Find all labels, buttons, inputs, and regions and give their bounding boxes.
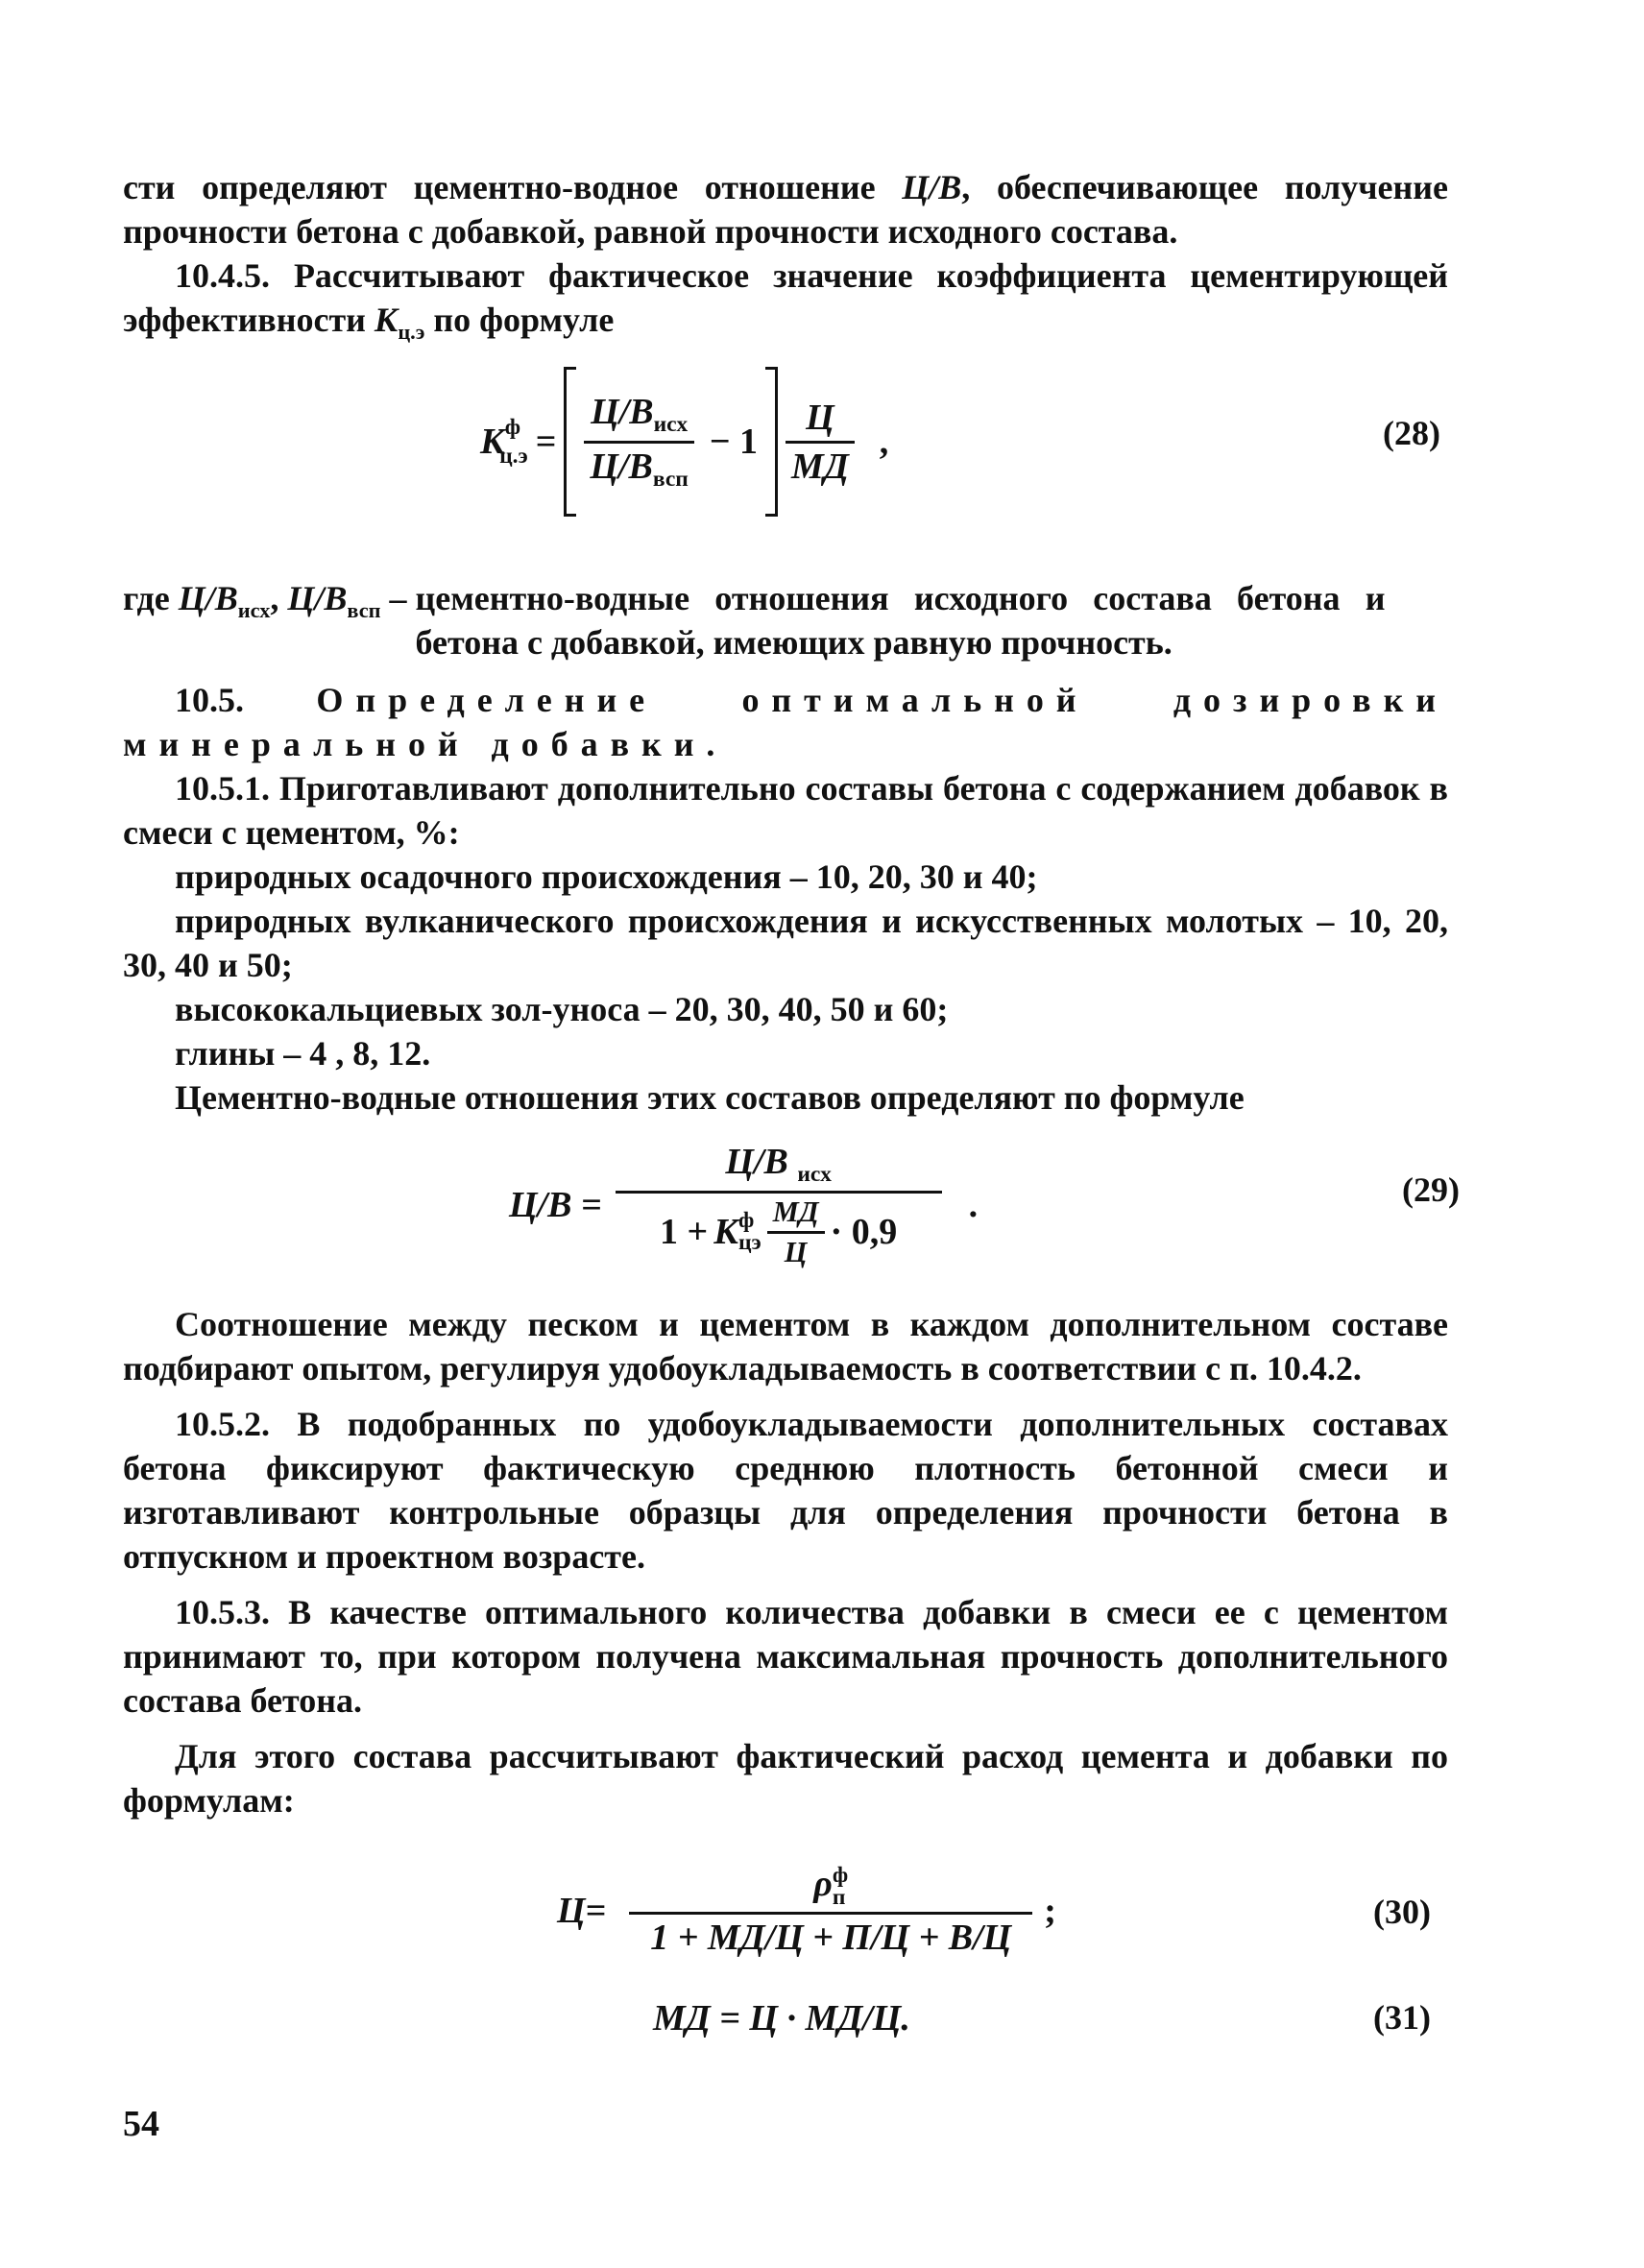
f28-inner-num-sub: исх	[653, 412, 689, 438]
f29-inner-den: Ц	[784, 1235, 808, 1268]
paragraph-calc-intro: Для этого состава рассчитывают фактический расход цемента и добавки по формулам:	[123, 1737, 1448, 1820]
paragraph-10-4-5	[123, 253, 1448, 354]
f30-sub: п	[832, 1885, 846, 1911]
f29-period: .	[968, 1185, 979, 1225]
f28-inner-den: Ц/В	[590, 446, 653, 487]
text-run: сти определяют цементно-водное отношение	[123, 168, 903, 206]
paragraph-10-5-1: 10.5.1. Приготавливают дополнительно составы бетона с содержанием добавок в смеси с цементом, %:	[123, 769, 1448, 852]
f28-outer-fraction	[786, 397, 855, 488]
f30-rho: ρ	[813, 1864, 833, 1905]
text-run: по формуле	[424, 301, 615, 339]
f28-equals: =	[535, 422, 557, 462]
f30-lhs: Ц=	[557, 1891, 607, 1931]
text-block-10-5	[123, 678, 1448, 1120]
f29-lhs: Ц/В =	[509, 1185, 602, 1225]
f29-den-tail: · 0,9	[830, 1212, 898, 1253]
f28-inner-num: Ц/В	[591, 392, 654, 433]
paragraph-sand-cement-ratio: Соотношение между песком и цементом в каждом дополнительном составе подбирают опытом, регулируя удобоукладываемость в соответствии с п. 10.4.2.	[123, 1305, 1448, 1387]
f29-inner-fraction	[767, 1195, 825, 1269]
page-number: 54	[123, 2104, 159, 2144]
k-symbol: К	[374, 301, 399, 339]
paragraph-top	[123, 165, 1448, 253]
section-title: Определение оптимальной дозировки минеральной добавки.	[123, 681, 1448, 763]
formula-28-number: (28)	[1383, 414, 1440, 452]
f30-semicolon: ;	[1044, 1891, 1056, 1931]
where-definition: цементно-водные отношения исходного состава бетона и бетона с добавкой, имеющих равную прочность.	[415, 579, 1386, 662]
where-lead: где	[123, 579, 179, 617]
f28-left-bracket	[564, 367, 576, 517]
f28-k: К	[480, 422, 505, 462]
f30-fraction	[629, 1863, 1032, 1959]
text-block-10-5-2	[123, 1302, 1448, 1822]
where-comma: ,	[270, 579, 288, 617]
f28-sup: ф	[504, 414, 521, 440]
where-cv-original: Ц/В	[178, 579, 238, 617]
list-item-volcanic: природных вулканического происхождения и искусственных молотых – 10, 20, 30, 40 и 50;	[123, 902, 1448, 984]
paragraph-10-5-2: 10.5.2. В подобранных по удобоукладываемости дополнительных составах бетона фиксируют фактическую среднюю плотность бетонной смеси и изготавливают контрольные образцы для определения прочности бетона в отпускном и проектном возрасте.	[123, 1405, 1448, 1576]
formula-28	[480, 365, 888, 519]
f29-den-sub: цэ	[737, 1230, 762, 1256]
f28-comma: ,	[879, 422, 889, 462]
f28-inner-den-sub: всп	[652, 466, 689, 492]
f31-expression: МД = Ц · МД/Ц.	[653, 1998, 910, 2039]
formula-30-number: (30)	[1373, 1893, 1431, 1931]
f28-inner-fraction	[584, 391, 694, 492]
where-dash: –	[380, 579, 407, 617]
f29-inner-num: МД	[772, 1194, 819, 1228]
f28-sub: ц.э	[499, 443, 528, 469]
f29-num-sub: исх	[797, 1162, 832, 1188]
where-sub-original: исх	[237, 597, 271, 622]
f28-outer-num: Ц	[806, 397, 834, 438]
f28-right-bracket	[765, 367, 778, 517]
formula-29-number: (29)	[1402, 1170, 1460, 1209]
formula-31	[653, 1997, 910, 2039]
list-item-clay: глины – 4 , 8, 12.	[175, 1034, 431, 1073]
k-subscript: ц.э	[398, 319, 425, 344]
text-run: 10.4.5. Рассчитывают фактическое значение коэффициента цементирующей эффективности	[123, 256, 1448, 339]
section-heading-10-5	[123, 678, 1448, 766]
formula-31-number: (31)	[1373, 1998, 1431, 2037]
list-item-sedimentary: природных осадочного происхождения – 10, 20, 30 и 40;	[175, 857, 1038, 896]
where-clause	[123, 576, 1448, 664]
f29-den-k: К	[713, 1212, 738, 1253]
f29-fraction	[616, 1141, 942, 1268]
f30-sup: ф	[832, 1862, 849, 1888]
list-item-fly-ash: высококальциевых зол-уноса – 20, 30, 40, 50 и 60;	[175, 990, 949, 1028]
cv-symbol: Ц/В	[902, 168, 962, 206]
text-block-top	[123, 165, 1448, 354]
f30-den: 1 + МД/Ц + П/Ц + В/Ц	[650, 1917, 1012, 1958]
text-run: , обеспечивающее получение прочности бетона с добавкой, равной прочности исходного состава.	[123, 168, 1448, 251]
f28-minus-one: − 1	[709, 422, 759, 462]
f29-den-lead: 1 +	[660, 1212, 709, 1253]
paragraph-10-5-3: 10.5.3. В качестве оптимального количества добавки в смеси ее с цементом принимают то, при котором получена максимальная прочность дополнительного состава бетона.	[123, 1593, 1448, 1720]
f28-outer-den: МД	[791, 446, 849, 487]
formula-30	[557, 1844, 1056, 1978]
paragraph-cv-formula-intro: Цементно-водные отношения этих составов определяют по формуле	[175, 1078, 1245, 1117]
where-sub-additive: всп	[347, 597, 381, 622]
formula-29	[509, 1133, 978, 1277]
f29-num: Ц/В	[725, 1142, 788, 1183]
f29-den-sup: ф	[737, 1207, 755, 1233]
where-cv-additive: Ц/В	[287, 579, 348, 617]
section-number: 10.5.	[175, 681, 317, 719]
